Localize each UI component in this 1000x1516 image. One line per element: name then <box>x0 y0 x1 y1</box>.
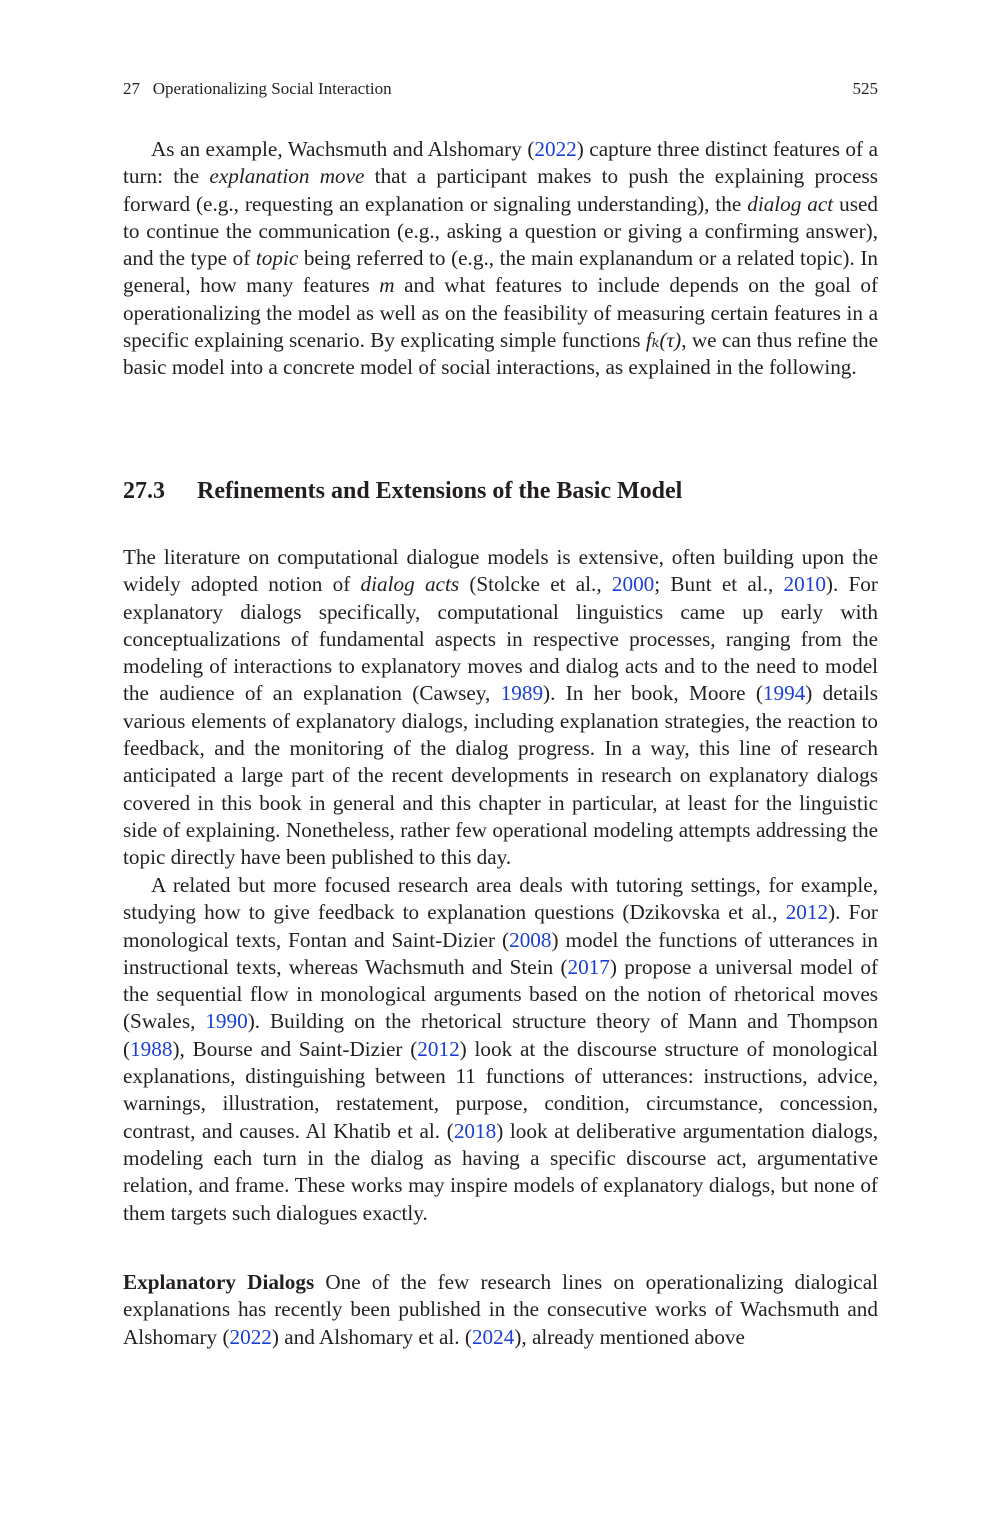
text-run: The literature on computational dialogue models is extensive, often building upon the widely adopted notion of <box>123 545 878 597</box>
citation-link[interactable]: 2012 <box>785 900 829 925</box>
text-run: and what features to include depends on the goal of operationalizing the model as well as on the feasibility of measuring certain features in a specific explaining scenario. By explicating simple functions <box>123 273 879 353</box>
italic-term: explanation move <box>209 164 365 189</box>
page-number: 525 <box>852 79 878 98</box>
text-run: One of the few research lines on operationalizing dialogical explanations has recently been published in the consecutive works of Wachsmuth and Alshomary ( <box>123 1270 878 1349</box>
running-header: 27 Operationalizing Social Interaction <box>123 79 392 98</box>
text-run: ). Building on the rhetorical structure theory of Mann and Thompson ( <box>123 1009 878 1061</box>
citation-link[interactable]: 1989 <box>500 681 544 706</box>
text-run: ) look at the discourse structure of monological explanations, distinguishing between 11 functions of utterances: instructions, advice, warnings, illustration, restatement, purpose, condition, circumstance, concession, contrast, and causes. Al Khatib et al. ( <box>123 1036 878 1143</box>
citation-link[interactable]: 1988 <box>130 1036 173 1061</box>
citation-link[interactable]: 2024 <box>471 1324 515 1349</box>
paragraph <box>123 544 878 872</box>
run-in-heading: Explanatory Dialogs <box>123 1270 315 1294</box>
paragraph <box>123 872 878 1227</box>
text-run: ), already mentioned above <box>514 1324 745 1349</box>
paragraph <box>123 1269 878 1351</box>
paragraph <box>123 136 878 382</box>
text-run: being referred to (e.g., the main explanandum or a related topic). In general, how many features <box>123 246 878 298</box>
italic-term: dialog act <box>747 191 834 216</box>
text-run: ). For explanatory dialogs specifically, computational linguistics came up early with conceptualizations of fundamental aspects in respective processes, ranging from the modeling of interactions to explanatory moves and dialog acts and to the need to model the audience of an explanation (Cawsey, <box>123 572 878 706</box>
citation-link[interactable]: 2022 <box>534 137 577 161</box>
text-run: ). In her book, Moore ( <box>543 681 763 706</box>
text-run: ), Bourse and Saint-Dizier ( <box>172 1036 418 1061</box>
italic-term: topic <box>255 246 299 271</box>
text-run: used to continue the communication (e.g., asking a question or giving a confirming answer), and the type of <box>123 191 878 271</box>
citation-link[interactable]: 2017 <box>567 954 610 979</box>
text-run: ) model the functions of utterances in instructional texts, whereas Wachsmuth and Stein ( <box>123 927 878 979</box>
text-run: , we can thus refine the basic model into a concrete model of social interactions, as explained in the following. <box>123 328 878 380</box>
citation-link[interactable]: 1994 <box>762 681 806 706</box>
section-number: 27.3 <box>123 478 165 504</box>
italic-term: m <box>379 273 395 298</box>
text-run: ) look at deliberative argumentation dialogs, modeling each turn in the dialog as having a specific discourse act, argumentative relation, and frame. These works may inspire models of explanatory dialogs, but none of them targets such dialogues exactly. <box>123 1118 879 1225</box>
citation-link[interactable]: 2010 <box>783 572 826 597</box>
text-run: ). For monological texts, Fontan and Saint-Dizier ( <box>123 900 878 952</box>
text-run: ) and Alshomary et al. ( <box>271 1324 472 1349</box>
citation-link[interactable]: 1990 <box>205 1009 248 1034</box>
text-run: A related but more focused research area deals with tutoring settings, for example, studying how to give feedback to explanation questions (Dzikovska et al., <box>123 873 878 925</box>
citation-link[interactable]: 2008 <box>509 927 552 952</box>
citation-link[interactable]: 2018 <box>453 1118 497 1143</box>
italic-term: dialog acts <box>360 572 460 597</box>
text-run: As an example, Wachsmuth and Alshomary ( <box>151 137 535 161</box>
text-run: ) propose a universal model of the sequential flow in monological arguments based on the notion of rhetorical moves (Swales, <box>123 954 878 1034</box>
section-heading <box>123 478 682 505</box>
text-run: ) capture three distinct features of a turn: the <box>123 137 878 189</box>
citation-link[interactable]: 2022 <box>229 1324 272 1349</box>
italic-term: fₖ(τ) <box>645 328 682 353</box>
text-run: that a participant makes to push the explaining process forward (e.g., requesting an explanation or signaling understanding), the <box>123 164 878 216</box>
citation-link[interactable]: 2012 <box>417 1036 460 1061</box>
text-run: (Stolcke et al., <box>459 572 612 597</box>
citation-link[interactable]: 2000 <box>611 572 655 597</box>
section-title: Refinements and Extensions of the Basic Model <box>197 478 683 504</box>
text-run: ; Bunt et al., <box>654 572 784 597</box>
text-run: ) details various elements of explanatory dialogs, including explanation strategies, the reaction to feedback, and the monitoring of the dialog progress. In a way, this line of research anticipated a large part of the recent developments in research on explanatory dialogs covered in this book in general and this chapter in particular, at least for the linguistic side of explaining. Nonetheless, rather few operational modeling attempts addressing the topic directly have been published to this day. <box>123 681 878 870</box>
